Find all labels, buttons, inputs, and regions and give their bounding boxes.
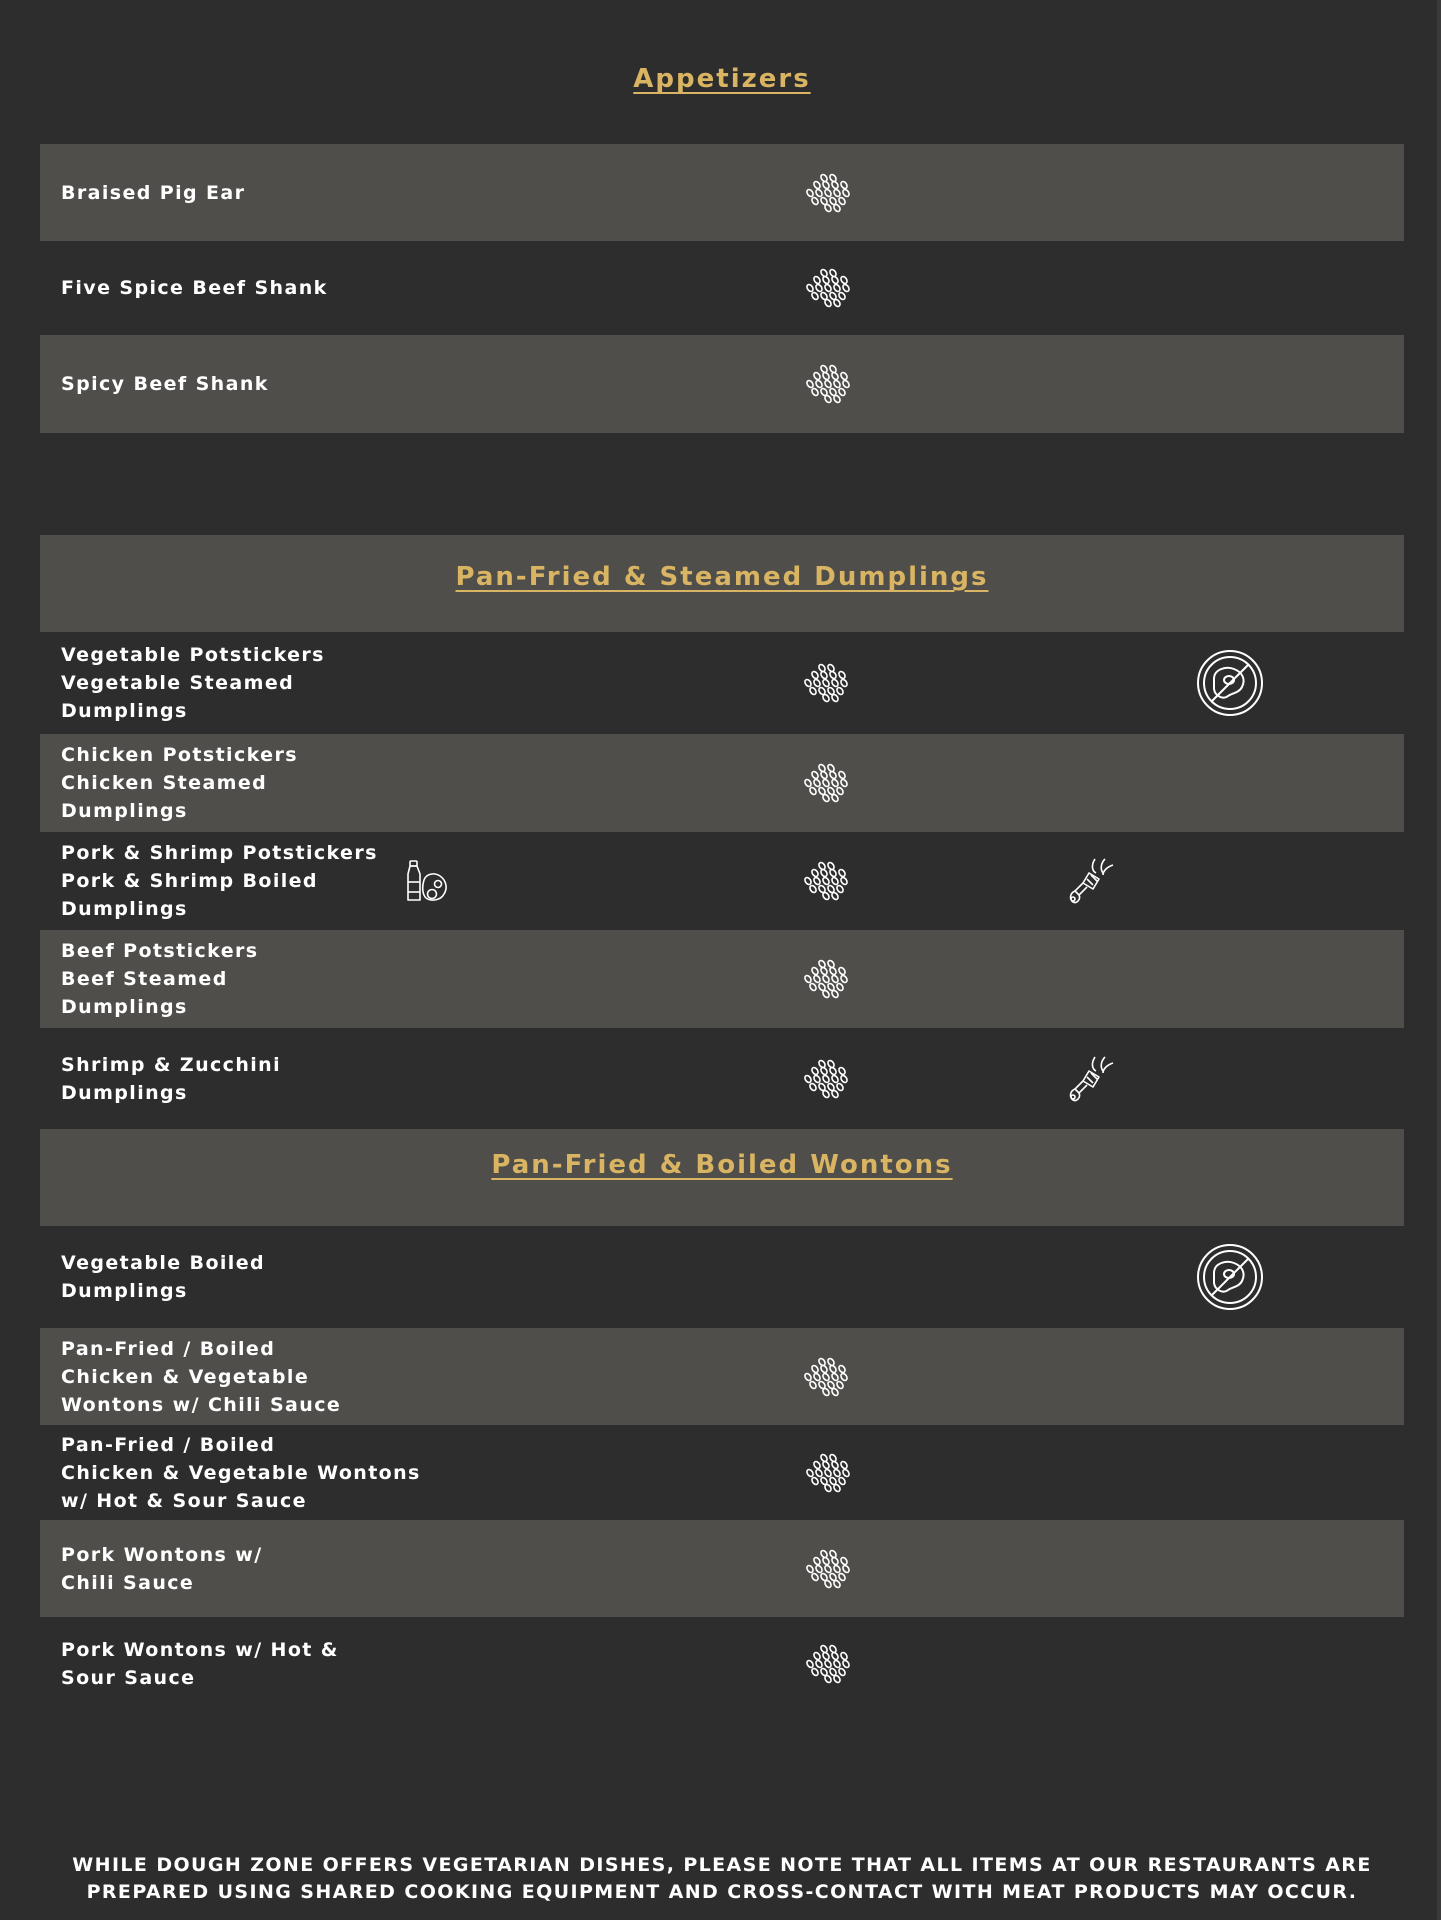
- wheat-icon: [804, 173, 856, 213]
- item-name: Pan-Fried / Boiled Chicken & Vegetable Wontons w/ Chili Sauce: [61, 1337, 342, 1416]
- disclaimer-line: PREPARED USING SHARED COOKING EQUIPMENT AND CROSS-CONTACT WITH MEAT PRODUCTS MAY OCCUR.: [86, 1881, 1358, 1903]
- section-title-appetizers: Appetizers: [633, 64, 811, 94]
- menu-row: [40, 335, 1404, 433]
- item-name: Spicy Beef Shank: [61, 373, 269, 395]
- menu-row: [40, 144, 1404, 241]
- scrollbar[interactable]: [1437, 0, 1441, 1920]
- menu-row: [40, 1425, 1404, 1520]
- item-name: Vegetable Potstickers Vegetable Steamed Dumplings: [61, 644, 325, 722]
- item-name: Vegetable Boiled Dumplings: [61, 1252, 266, 1302]
- item-name: Pork Wontons w/ Hot & Sour Sauce: [61, 1638, 339, 1689]
- wheat-icon: [804, 1644, 856, 1684]
- shellfish-icon: [1065, 855, 1117, 907]
- item-name: Five Spice Beef Shank: [61, 277, 328, 299]
- wheat-icon: [802, 763, 854, 803]
- wheat-icon: [804, 1549, 856, 1589]
- item-name: Braised Pig Ear: [61, 181, 246, 204]
- shellfish-icon: [1065, 1053, 1117, 1105]
- wheat-icon: [802, 861, 854, 901]
- menu-row: [40, 1520, 1404, 1617]
- wheat-icon: [802, 1059, 854, 1099]
- menu-row: [40, 632, 1404, 734]
- wheat-icon: [802, 959, 854, 999]
- wheat-icon: [804, 1453, 856, 1493]
- item-name: Pork Wontons w/ Chili Sauce: [61, 1543, 263, 1594]
- menu-row: [40, 1617, 1404, 1710]
- no-meat-icon: [1196, 1243, 1264, 1311]
- vegetarian-disclaimer: [40, 1852, 1404, 1906]
- menu-row: [40, 734, 1404, 832]
- wheat-icon: [804, 268, 856, 308]
- menu-row: [40, 1328, 1404, 1425]
- menu-row: [40, 1028, 1404, 1129]
- section-title-wontons: Pan-Fried & Boiled Wontons: [491, 1150, 953, 1180]
- wheat-icon: [802, 1357, 854, 1397]
- item-name: Beef Potstickers Beef Steamed Dumplings: [61, 940, 259, 1018]
- wheat-icon: [804, 364, 856, 404]
- menu-row: [40, 1226, 1404, 1328]
- item-name: Chicken Potstickers Chicken Steamed Dumplings: [61, 744, 298, 822]
- section-title-dumplings: Pan-Fried & Steamed Dumplings: [455, 562, 989, 592]
- item-name: Pan-Fried / Boiled Chicken & Vegetable Wontons w/ Hot & Sour Sauce: [61, 1433, 421, 1512]
- soy-icon: [404, 858, 450, 904]
- wheat-icon: [802, 663, 854, 703]
- menu-row: [40, 832, 1404, 930]
- menu-row: [40, 930, 1404, 1028]
- item-name: Pork & Shrimp Potstickers Pork & Shrimp Boiled Dumplings: [61, 842, 378, 920]
- menu-row: [40, 241, 1404, 335]
- disclaimer-line: WHILE DOUGH ZONE OFFERS VEGETARIAN DISHES, PLEASE NOTE THAT ALL ITEMS AT OUR RESTAURANTS ARE: [72, 1854, 1372, 1876]
- no-meat-icon: [1196, 649, 1264, 717]
- item-name: Shrimp & Zucchini Dumplings: [61, 1053, 281, 1104]
